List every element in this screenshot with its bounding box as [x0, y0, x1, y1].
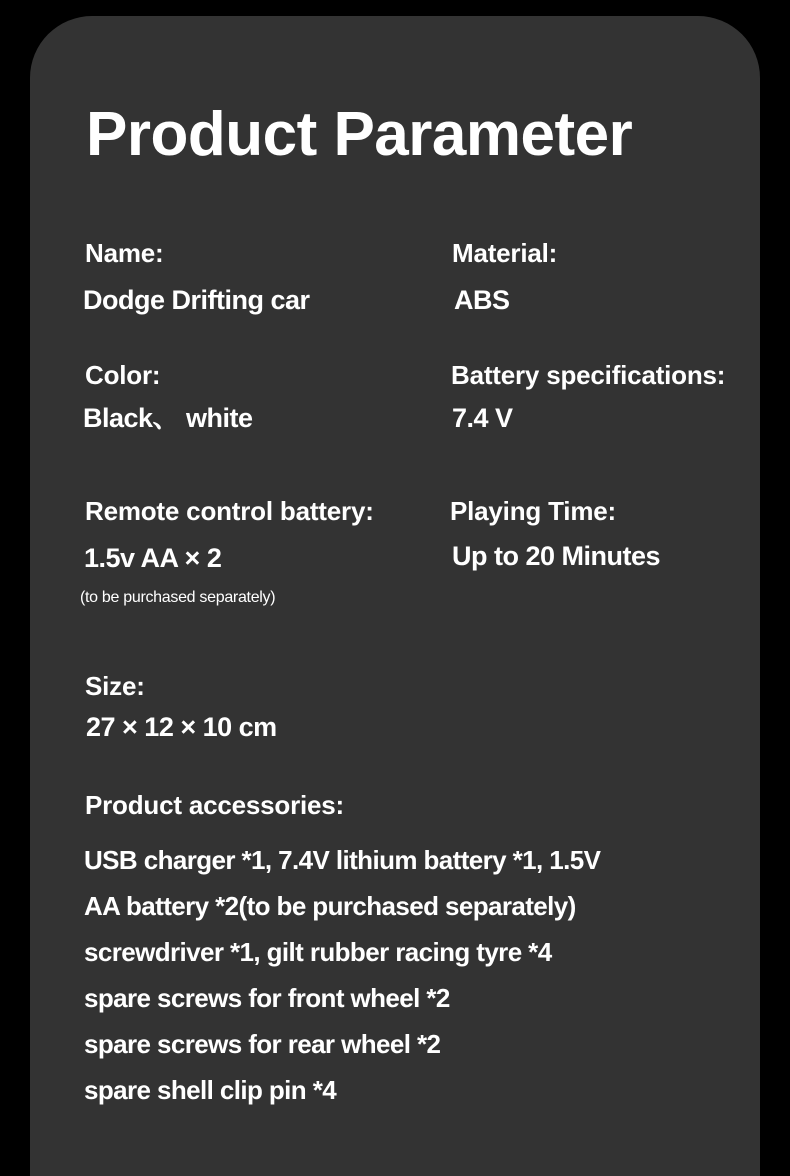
battery-spec-label: Battery specifications:: [451, 360, 726, 390]
remote-battery-note: (to be purchased separately): [80, 589, 276, 606]
accessory-line: screwdriver *1, gilt rubber racing tyre *4: [84, 937, 552, 967]
remote-battery-value: 1.5v AA × 2: [84, 543, 222, 573]
accessory-line: spare screws for front wheel *2: [84, 983, 450, 1013]
playing-time-label: Playing Time:: [450, 496, 616, 526]
name-value: Dodge Drifting car: [83, 285, 310, 315]
color-label: Color:: [85, 360, 161, 390]
accessory-line: AA battery *2(to be purchased separately): [84, 891, 576, 921]
material-label: Material:: [452, 238, 558, 268]
size-label: Size:: [85, 671, 145, 701]
page-title: Product Parameter: [86, 100, 633, 169]
accessory-line: USB charger *1, 7.4V lithium battery *1, 1.5V: [84, 845, 601, 875]
material-value: ABS: [454, 285, 510, 315]
remote-battery-label: Remote control battery:: [85, 496, 374, 526]
size-value: 27 × 12 × 10 cm: [86, 712, 277, 742]
accessories-label: Product accessories:: [85, 790, 345, 820]
playing-time-value: Up to 20 Minutes: [452, 541, 661, 571]
accessory-line: spare screws for rear wheel *2: [84, 1029, 441, 1059]
accessory-line: spare shell clip pin *4: [84, 1075, 337, 1105]
name-label: Name:: [85, 238, 164, 268]
battery-spec-value: 7.4 V: [452, 403, 513, 433]
color-value: Black、 white: [83, 403, 253, 433]
